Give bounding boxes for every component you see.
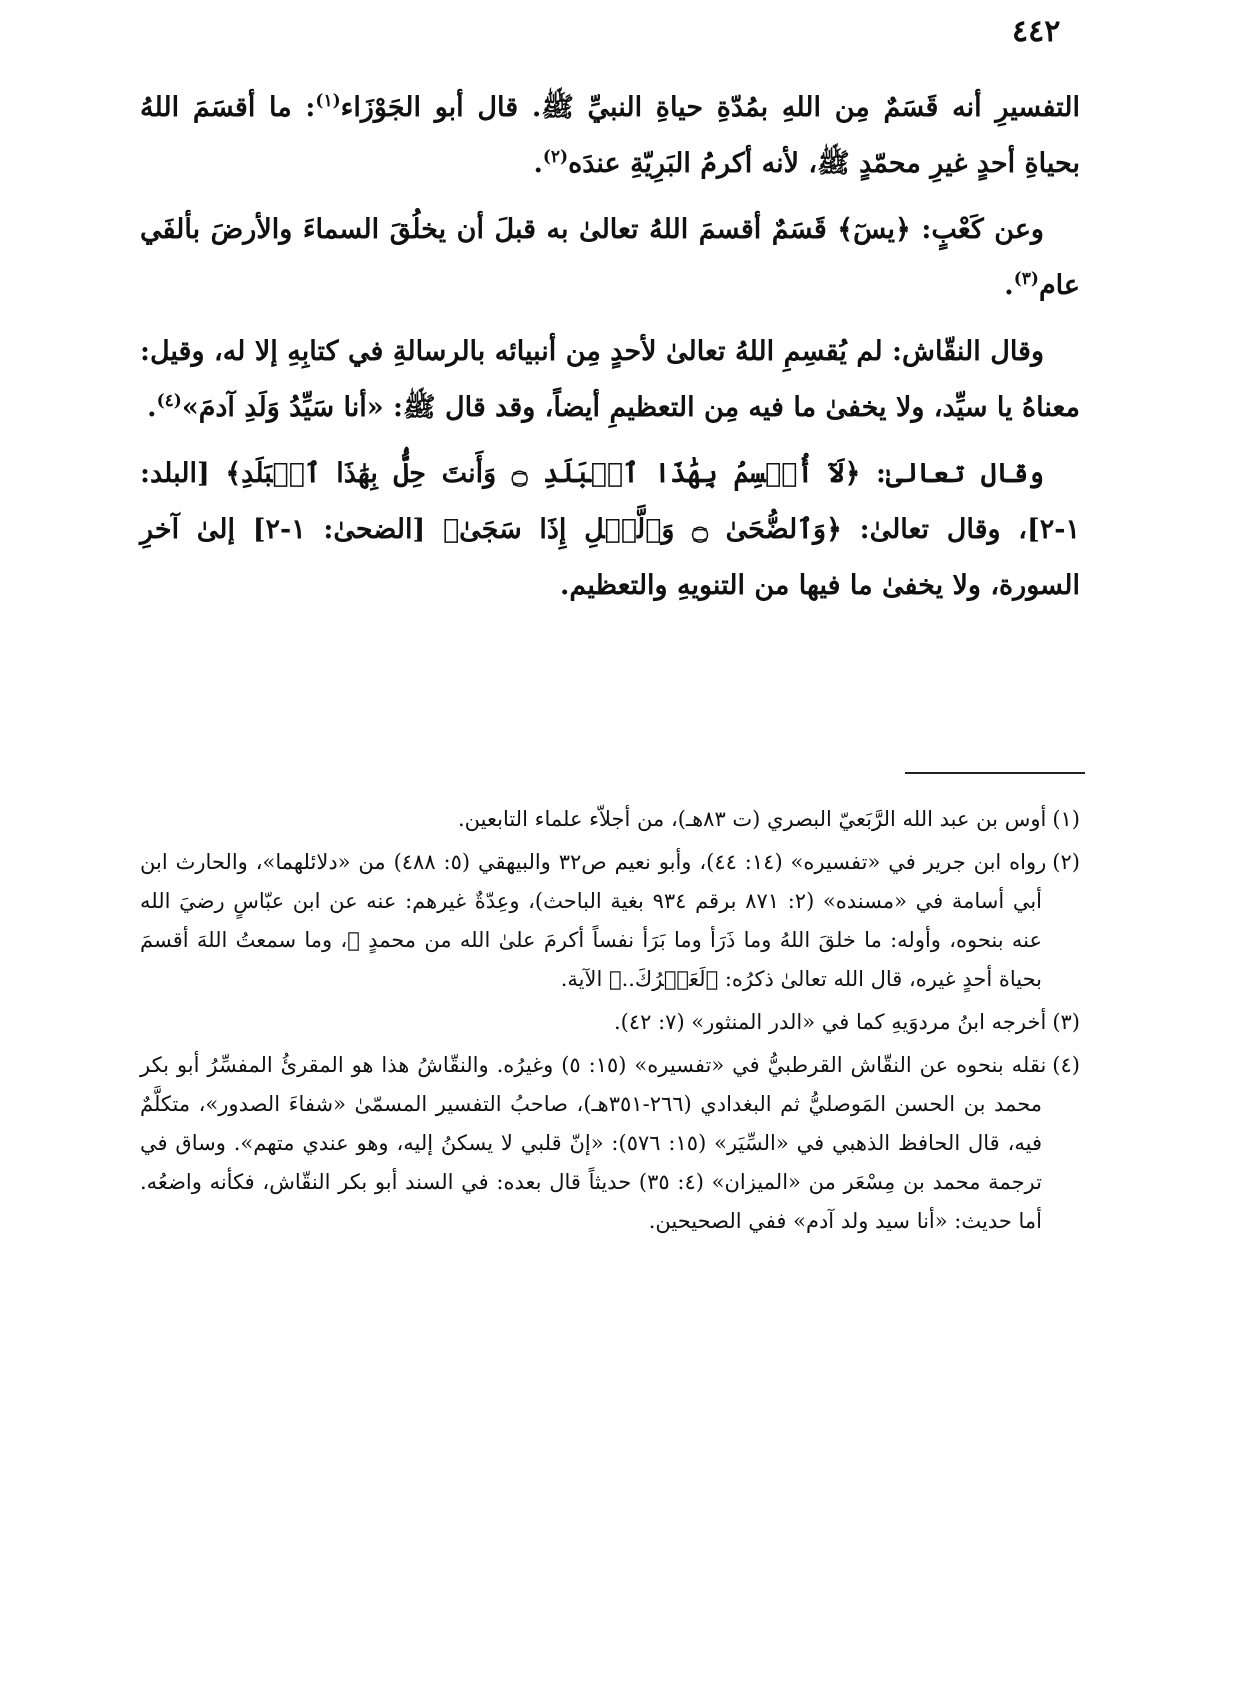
p4-text-2: [البلد: ١-٢]، وقال تعالىٰ: <box>140 458 1080 545</box>
main-text <box>140 80 1080 624</box>
page-number: ٤٤٢ <box>1012 14 1061 49</box>
quran-quote-duha: ﴿وَٱلضُّحَىٰ ۝ وَٱلَّيۡلِ إِذَا سَجَىٰ﴾ <box>442 514 842 545</box>
footnote-ref-4[interactable]: (٤) <box>156 391 182 411</box>
footnote-1 <box>140 800 1080 839</box>
quran-quote-balad: ﴿لَآ أُقۡسِمُ بِهَٰذَا ٱلۡبَلَدِ ۝ وَأَنتَ حِلُّۢ بِهَٰذَا ٱلۡبَلَدِ﴾ <box>225 458 861 489</box>
footnote-number: (٢) <box>1052 850 1080 874</box>
p1-text-3: . <box>533 148 543 179</box>
footnote-number: (١) <box>1052 807 1080 831</box>
quran-quote-yasin: ﴿يسٓ﴾ <box>837 214 911 245</box>
paragraph-2 <box>140 202 1080 314</box>
paragraph-4 <box>140 446 1080 614</box>
p3-text-2: . <box>147 392 157 423</box>
p1-text-2: : ما أقسَمَ اللهُ بحياةِ أحدٍ غيرِ محمّدٍ ﷺ، لأنه أكرمُ البَرِيّةِ عندَه <box>140 92 1080 179</box>
p2-text-1: وعن كَعْبٍ: <box>910 214 1044 245</box>
footnote-text: أخرجه ابنُ مردوَيهِ كما في «الدر المنثور» (٧: ٤٢). <box>613 1010 1047 1034</box>
footnote-text: نقله بنحوه عن النقّاش القرطبيُّ في «تفسيره» (١٥: ٥) وغيرُه. والنقّاشُ هذا هو المقرئُ المفسِّرُ أبو بكر محمد بن الحسن المَوصليُّ ثم البغدادي (٢٦٦-٣٥١هـ)، صاحبُ التفسير المسمّىٰ «شفاءَ الصدور»، متكلَّمٌ فيه، قال الحافظ الذهبي في «السِّيَر» (١٥: ٥٧٦): «إنّ قلبي لا يسكنُ إليه، وهو عندي متهم». وساق في ترجمة محمد بن مِسْعَر من «الميزان» (٤: ٣٥) حديثاً قال بعده: في السند أبو بكر النقّاش، فكأنه واضعُه. أما حديث: «أنا سيد ولد آدم» ففي الصحيحين. <box>140 1053 1047 1233</box>
footnote-ref-2[interactable]: (٢) <box>542 147 569 167</box>
p2-text-3: . <box>1004 270 1014 301</box>
paragraph-3 <box>140 324 1080 436</box>
p4-text-1: وقال تعالىٰ: <box>860 458 1044 489</box>
p2-text-2: قَسَمٌ أقسمَ اللهُ تعالىٰ به قبلَ أن يخلُقَ السماءَ والأرضَ بألفَي عام <box>140 214 1080 301</box>
footnote-number: (٣) <box>1052 1010 1080 1034</box>
footnote-ref-1[interactable]: (١) <box>315 91 341 111</box>
footnotes <box>140 800 1080 1245</box>
p4-text-3: [الضحىٰ: ١-٢] إلىٰ آخرِ السورة، ولا يخفىٰ ما فيها من التنويهِ والتعظيم. <box>140 514 1080 601</box>
paragraph-1 <box>140 80 1080 192</box>
footnote-separator <box>905 772 1085 774</box>
p1-text-1: التفسيرِ أنه قَسَمٌ مِن اللهِ بمُدّةِ حياةِ النبيِّ ﷺ. قال أبو الجَوْزَاء <box>340 92 1080 123</box>
footnote-ref-3[interactable]: (٣) <box>1013 269 1039 289</box>
footnote-4 <box>140 1046 1080 1241</box>
footnote-text: أوس بن عبد الله الرَّبَعيّ البصري (ت ٨٣هـ)، من أجلاّء علماء التابعين. <box>457 807 1047 831</box>
footnote-text: رواه ابن جرير في «تفسيره» (١٤: ٤٤)، وأبو نعيم ص٣٢ والبيهقي (٥: ٤٨٨) من «دلائلهما»، والحارث ابن أبي أسامة في «مسنده» (٢: ٨٧١ برقم ٩٣٤ بغية الباحث)، وعِدّةٌ غيرهم: عنه عن ابن عبّاسٍ رضيَ الله عنه بنحوه، وأوله: ما خلقَ اللهُ وما ذَرَأ وما بَرَأ نفساً أكرمَ علىٰ الله من محمدٍ ﷺ، وما سمعتُ اللهَ أقسمَ بحياة أحدٍ غيره، قال الله تعالىٰ ذكرُه: ﴿لَعَمۡرُكَ..﴾ الآية. <box>140 850 1047 991</box>
footnote-number: (٤) <box>1052 1053 1080 1077</box>
footnote-3 <box>140 1003 1080 1042</box>
footnote-2 <box>140 843 1080 999</box>
p3-text-1: وقال النقّاش: لم يُقسِمِ اللهُ تعالىٰ لأحدٍ مِن أنبيائه بالرسالةِ في كتابِهِ إلا له، وقيل: معناهُ يا سيِّد، ولا يخفىٰ ما فيه مِن التعظيمِ أيضاً، وقد قال ﷺ: «أنا سَيِّدُ وَلَدِ آدمَ» <box>140 336 1080 423</box>
